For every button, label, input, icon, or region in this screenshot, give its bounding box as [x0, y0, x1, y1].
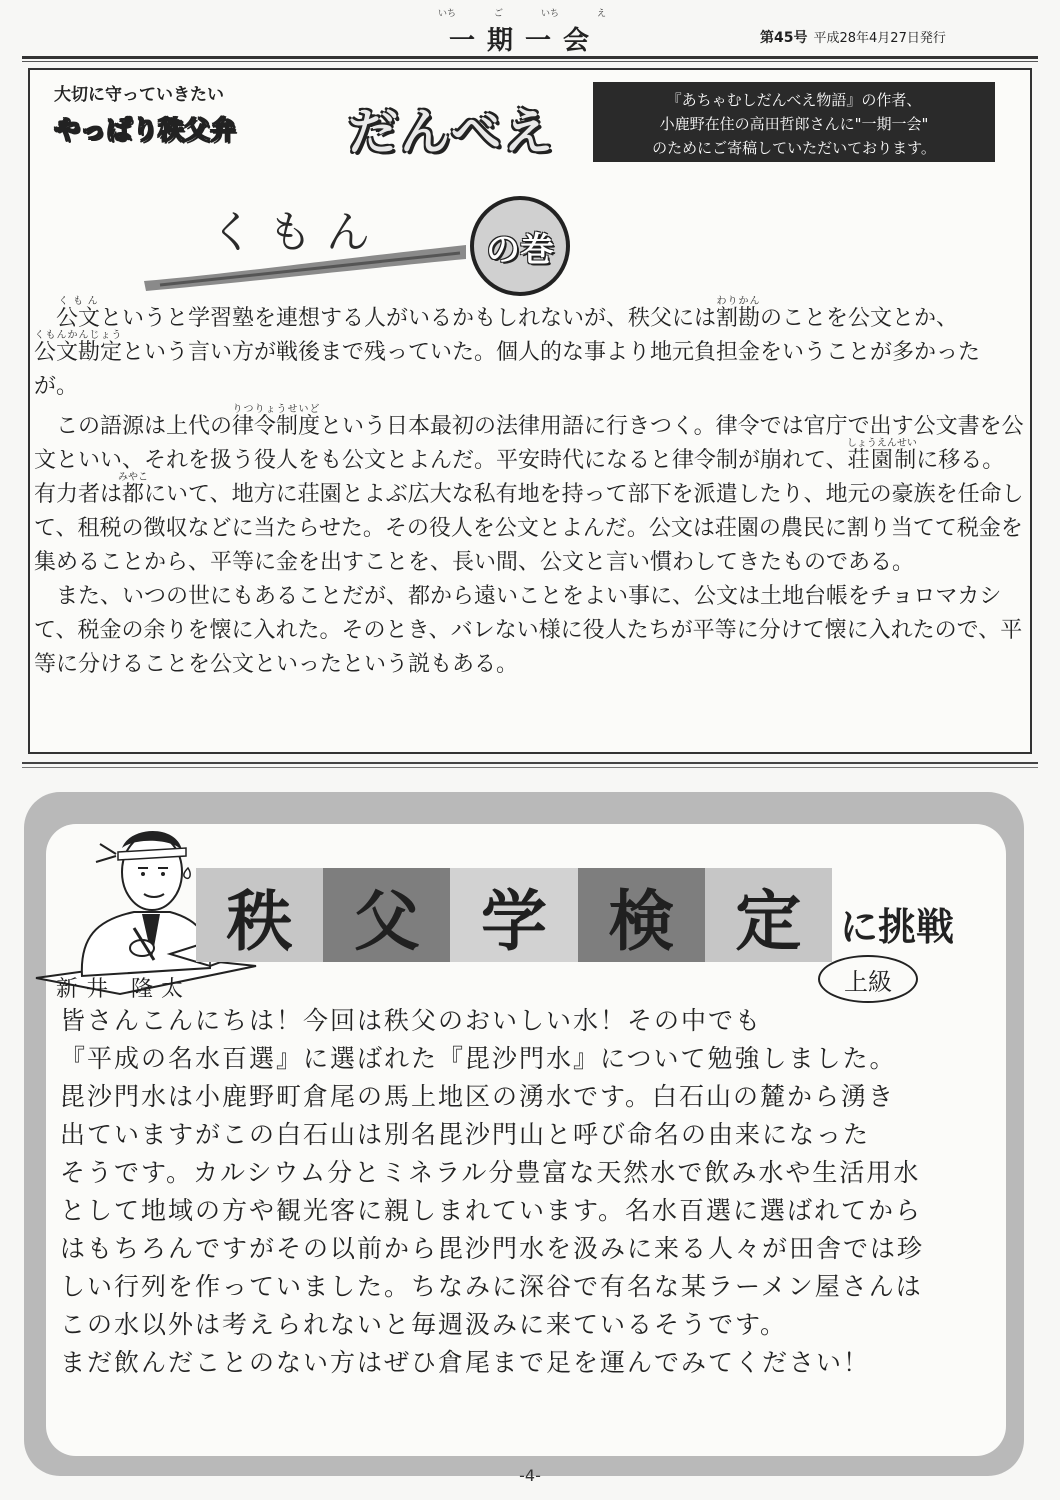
ruby-word: 荘園制しょうえんせい — [846, 438, 917, 473]
dialect-title-lead: やっぱり秩父弁 — [54, 116, 237, 146]
dialect-intro-box — [593, 82, 995, 162]
intro-line: のためにご寄稿していただいております。 — [652, 139, 936, 157]
kentei-line: 出ていますがこの白石山は別名毘沙門山と呼び命名の由来になった — [60, 1120, 871, 1149]
title-char: 父 — [323, 868, 450, 962]
masthead-title: 一期一会 — [448, 26, 601, 56]
ruby-2: ご — [493, 9, 503, 19]
title-char: 秩 — [196, 868, 323, 962]
ruby-1: いち — [438, 9, 457, 19]
kentei-line: そうです。カルシウム分とミネラル分豊富な天然水で飲み水や生活用水 — [60, 1158, 921, 1187]
page-number: -4- — [519, 1466, 541, 1485]
dialect-paragraph-2: この語源は上代の律令制度りつりょうせいどという日本最初の法律用語に行きつく。律令では官庁で出す公文書を公文といい、それを扱う役人をも公文とよんだ。平安時代になると律令制が崩れて、荘園制しょうえんせいに移る。有力者は都みやこにいて、地方に荘園とよぶ広大な私有地を持って部下を派遣したり、地元の豪族を任命して、租税の徴収などに当たらせた。その役人を公文とよんだ。公文は荘園の農民に割り当てて税金を集めることから、平等に金を出すことを、長い間、公文と言い慣わしてきたものである。 — [34, 404, 1024, 575]
section-divider-thin — [22, 767, 1038, 768]
kentei-body — [60, 1002, 1010, 1382]
ruby-4: え — [596, 9, 606, 19]
issue-info — [760, 27, 946, 47]
intro-line: 『あちゃむしだんべえ物語』の作者、 — [666, 91, 922, 109]
kentei-line: 皆さんこんにちは！今回は秩父のおいしい水！その中でも — [60, 1006, 763, 1035]
dialect-paragraph-3: また、いつの世にもあることだが、都から遠いことをよい事に、公文は土地台帳をチョロマカシて、税金の余りを懐に入れた。そのとき、バレない様に役人たちが平等に分けて懐に入れたので、平等に分けることを公文といったという説もある。 — [34, 584, 1023, 677]
maki-badge: の巻 — [470, 196, 570, 296]
kentei-line: しい行列を作っていました。ちなみに深谷で有名な某ラーメン屋さんは — [60, 1272, 923, 1301]
kentei-line: 『平成の名水百選』に選ばれた『毘沙門水』について勉強しました。 — [60, 1044, 897, 1073]
title-char: 検 — [578, 868, 705, 962]
ruby-word: 都みやこ — [118, 472, 149, 507]
kentei-challenge: に挑戦 — [840, 905, 955, 949]
masthead-ruby — [438, 6, 606, 19]
kentei-line: として地域の方や観光客に親しまれています。名水百選に選ばれてから — [60, 1196, 923, 1225]
kentei-line: この水以外は考えられないと毎週汲みに来ているそうです。 — [60, 1310, 788, 1339]
kentei-line: はもちろんですがその以前から毘沙門水を汲みに来る人々が田舎では珍 — [60, 1234, 925, 1263]
header-rule-thin — [22, 61, 1038, 62]
issue-number: 第45号 — [760, 30, 808, 46]
ruby-word: 律令制度りつりょうせいど — [232, 404, 321, 439]
dialect-word: くもん — [210, 207, 384, 258]
ruby-word: 割勘わりかん — [716, 296, 761, 331]
dialect-title-main: だんべえ — [348, 103, 555, 161]
title-char: 定 — [705, 868, 832, 962]
section-divider — [22, 762, 1038, 764]
dialect-kicker: 大切に守っていきたい — [54, 85, 224, 105]
ruby-word: 公文くもん — [56, 296, 101, 331]
issue-date: 平成28年4月27日発行 — [813, 31, 946, 46]
kentei-title — [196, 868, 832, 962]
intro-line: 小鹿野在住の高田哲郎さんに"一期一会" — [659, 115, 929, 133]
level-badge: 上級 — [818, 955, 918, 1003]
kentei-line: 毘沙門水は小鹿野町倉尾の馬上地区の湧水です。白石山の麓から湧き — [60, 1082, 896, 1111]
ruby-3: いち — [540, 9, 559, 19]
header-rule — [22, 56, 1038, 59]
kentei-author: 新井 隆太 — [56, 977, 191, 1002]
title-char: 学 — [450, 868, 577, 962]
dialect-body — [34, 296, 1024, 682]
ruby-word: 公文勘定くもんかんじょう — [34, 330, 123, 365]
kentei-line: まだ飲んだことのない方はぜひ倉尾まで足を運んでみてください！ — [60, 1348, 871, 1377]
dialect-paragraph-1: 公文くもんというと学習塾を連想する人がいるかもしれないが、秩父には割勘わりかんのことを公文とか、公文勘定くもんかんじょうという言い方が戦後まで残っていた。個人的な事より地元負担金をいうことが多かったが。 — [34, 296, 981, 399]
